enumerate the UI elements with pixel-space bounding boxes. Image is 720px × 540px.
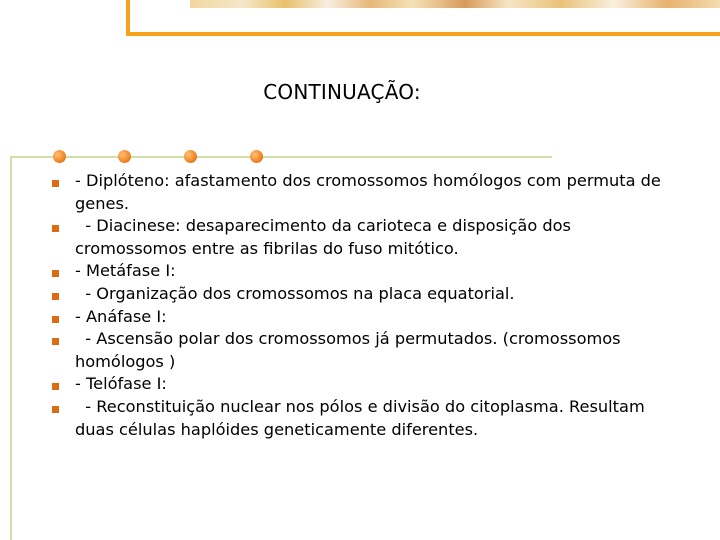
bullet-icon [52, 406, 59, 413]
list-item [46, 396, 666, 441]
list-item-text: - Ascensão polar dos cromossomos já permutados. (cromossomos homólogos ) [75, 329, 621, 371]
bullet-icon [52, 316, 59, 323]
left-rule [10, 157, 12, 540]
top-rule [10, 156, 552, 158]
slide-title-text: CONTINUAÇÃO: [263, 80, 421, 104]
slide-title [0, 80, 700, 104]
list-item-text: - Reconstituição nuclear nos pólos e divisão do citoplasma. Resultam duas células haplóides geneticamente diferentes. [75, 396, 645, 439]
list-item-text: - Anáfase I: [75, 306, 167, 326]
list-item-text: - Diplóteno: afastamento dos cromossomos homólogos com permuta de genes. [75, 171, 661, 213]
list-item-text: - Diacinese: desaparecimento da carioteca e disposição dos cromossomos entre as fibrilas do fuso mitótico. [75, 216, 571, 258]
list-item [46, 215, 666, 260]
list-item-text: - Metáfase I: [75, 261, 176, 281]
bullet-icon [52, 383, 59, 390]
header-photo-strip [190, 0, 720, 8]
list-item [46, 373, 666, 396]
decor-dot-3 [184, 150, 197, 163]
list-item [46, 260, 666, 283]
bullet-icon [52, 270, 59, 277]
slide-content [46, 170, 666, 441]
list-item-text: - Telófase I: [75, 374, 167, 394]
decor-dot-2 [118, 150, 131, 163]
bullet-icon [52, 225, 59, 232]
decor-dot-4 [250, 150, 263, 163]
decor-dot-1 [53, 150, 66, 163]
bullet-icon [52, 293, 59, 300]
bullet-icon [52, 180, 59, 187]
list-item-text: - Organização dos cromossomos na placa equatorial. [75, 283, 515, 303]
bullet-icon [52, 338, 59, 345]
list-item [46, 170, 666, 215]
list-item [46, 283, 666, 306]
list-item [46, 306, 666, 329]
list-item [46, 328, 666, 373]
